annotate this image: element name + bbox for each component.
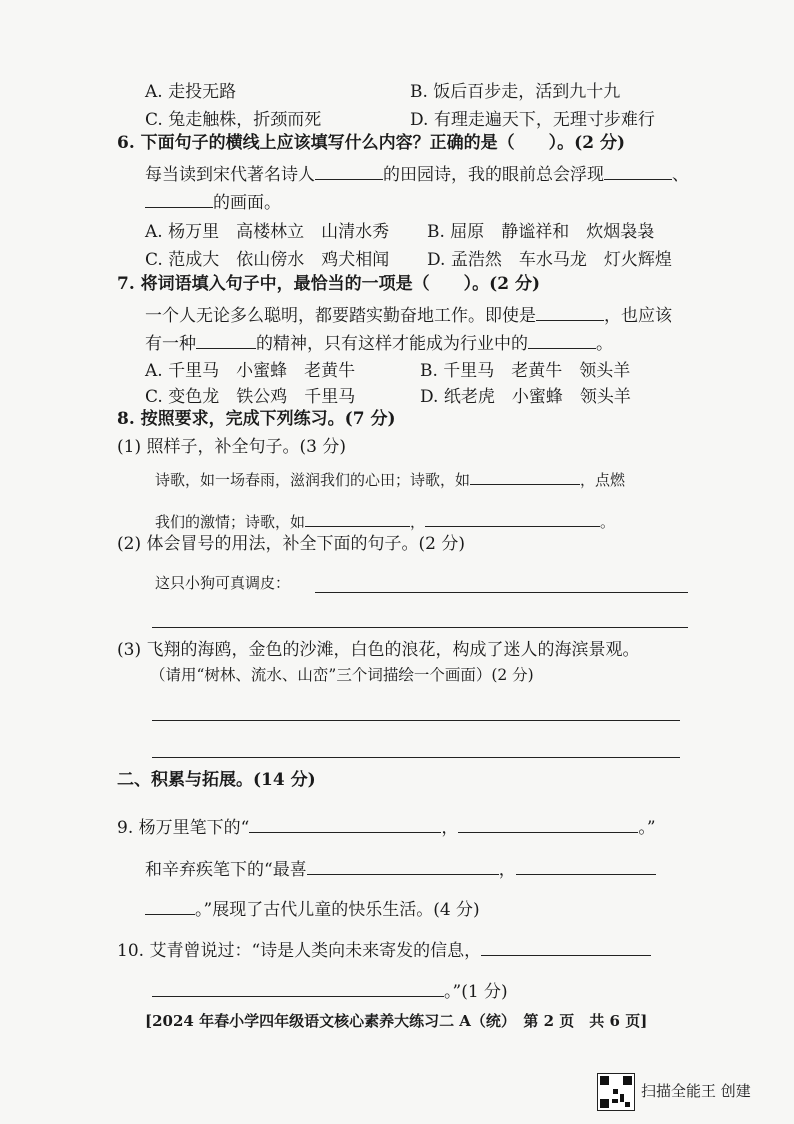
q7-option-d: D. 纸老虎 小蜜蜂 领头羊 [420, 387, 631, 407]
section-2-title: 二、积累与拓展。(14 分) [117, 770, 316, 790]
q9-blank-2[interactable] [458, 814, 638, 833]
q8-part1-blank-3[interactable] [425, 508, 600, 527]
q7-blank-2[interactable] [196, 330, 256, 349]
q7-text-c: 有一种 [145, 334, 196, 354]
q6-blank-3[interactable] [145, 189, 213, 208]
q9-blank-3[interactable] [307, 856, 499, 875]
q9-line2 [145, 856, 656, 880]
q9-blank-5[interactable] [145, 896, 195, 915]
q8-part2-prompt: 这只小狗可真调皮： [155, 574, 291, 592]
q8-part2-answer-line-2[interactable] [152, 627, 688, 628]
q5-option-d: D. 有理走遍天下，无理寸步难行 [410, 110, 655, 130]
q8-stem: 8. 按照要求，完成下列练习。(7 分) [117, 409, 396, 429]
q6-text-b: 的田园诗，我的眼前总会浮现 [383, 165, 604, 185]
q6-option-a: A. 杨万里 高楼林立 山清水秀 [145, 222, 390, 242]
q10-text-a: 10. 艾青曾说过：“诗是人类向未来寄发的信息， [117, 941, 482, 961]
q8-part1-text-a: 诗歌，如一场春雨，滋润我们的心田；诗歌，如 [155, 471, 471, 489]
q5-option-b: B. 饭后百步走，活到九十九 [410, 82, 621, 102]
q9-text-e: ， [498, 860, 516, 880]
q9-text-f: 。”展现了古代儿童的快乐生活。(4 分) [195, 900, 480, 920]
q6-blank-1[interactable] [315, 161, 383, 180]
q8-part3-note: （请用“树林、流水、山峦”三个词描绘一个画面）(2 分) [150, 666, 534, 684]
q8-part1-line2 [155, 508, 615, 531]
q9-text-c: 。” [638, 818, 656, 838]
q10-line1 [117, 937, 651, 961]
q7-text-d: 的精神，只有这样才能成为行业中的 [256, 334, 528, 354]
q10-blank-1[interactable] [481, 937, 651, 956]
q8-part1-text-c: 我们的激情；诗歌，如 [155, 513, 306, 531]
q6-text-c: 、 [672, 165, 689, 185]
q8-part1-title: (1) 照样子，补全句子。(3 分) [117, 437, 346, 457]
q8-part1-text-e: 。 [600, 513, 616, 531]
q8-part1-text-b: ，点燃 [580, 471, 626, 489]
q7-stem: 7. 将词语填入句子中，最恰当的一项是（ ）。(2 分) [117, 274, 540, 294]
q6-option-c: C. 范成大 依山傍水 鸡犬相闻 [145, 250, 390, 270]
q6-option-b: B. 屈原 静谧祥和 炊烟袅袅 [427, 222, 655, 242]
q9-blank-4[interactable] [516, 856, 656, 875]
q8-part1-blank-1[interactable] [470, 466, 580, 485]
q8-part2-title: (2) 体会冒号的用法，补全下面的句子。(2 分) [117, 534, 465, 554]
scanner-watermark: 扫描全能王 创建 [641, 1082, 751, 1100]
q8-part1-line1 [155, 466, 625, 489]
q6-blank-2[interactable] [604, 161, 672, 180]
q7-option-c: C. 变色龙 铁公鸡 千里马 [145, 387, 356, 407]
q8-part2-answer-line-1[interactable] [315, 592, 688, 593]
q9-line3 [145, 896, 480, 920]
q8-part3-answer-line-1[interactable] [152, 720, 680, 721]
q6-sentence-line2 [145, 189, 281, 213]
q5-option-a: A. 走投无路 [145, 82, 237, 102]
q8-part1-text-d: ， [410, 513, 426, 531]
q6-stem: 6. 下面句子的横线上应该填写什么内容？正确的是（ ）。(2 分) [117, 133, 625, 153]
q10-blank-2[interactable] [152, 978, 444, 997]
q7-blank-1[interactable] [536, 302, 604, 321]
q6-option-d: D. 孟浩然 车水马龙 灯火辉煌 [427, 250, 672, 270]
qr-code-icon [597, 1073, 635, 1111]
q8-part3-answer-line-2[interactable] [152, 757, 680, 758]
q7-sentence-line1 [145, 302, 672, 326]
q8-part1-blank-2[interactable] [305, 508, 410, 527]
q7-sentence-line2 [145, 330, 613, 354]
q7-option-b: B. 千里马 老黄牛 领头羊 [420, 361, 631, 381]
q9-text-b: ， [441, 818, 459, 838]
q6-sentence-line1 [145, 161, 689, 185]
page-footer: [2024 年春小学四年级语文核心素养大练习二 A（统） 第 2 页 共 6 页] [145, 1012, 648, 1030]
q7-blank-3[interactable] [528, 330, 596, 349]
q7-option-a: A. 千里马 小蜜蜂 老黄牛 [145, 361, 356, 381]
q6-text-d: 的画面。 [213, 193, 281, 213]
q7-text-a: 一个人无论多么聪明，都要踏实勤奋地工作。即使是 [145, 306, 536, 326]
q9-blank-1[interactable] [249, 814, 441, 833]
q7-text-b: ，也应该 [604, 306, 672, 326]
q10-line2 [152, 978, 508, 1002]
q9-text-d: 和辛弃疾笔下的“最喜 [145, 860, 307, 880]
q7-text-e: 。 [596, 334, 613, 354]
q10-text-b: 。”(1 分) [444, 982, 508, 1002]
q6-text-a: 每当读到宋代著名诗人 [145, 165, 315, 185]
q8-part3-title: (3) 飞翔的海鸥，金色的沙滩，白色的浪花，构成了迷人的海滨景观。 [117, 640, 640, 660]
q9-text-a: 9. 杨万里笔下的“ [117, 818, 250, 838]
q9-line1 [117, 814, 656, 838]
q5-option-c: C. 兔走触株，折颈而死 [145, 110, 322, 130]
